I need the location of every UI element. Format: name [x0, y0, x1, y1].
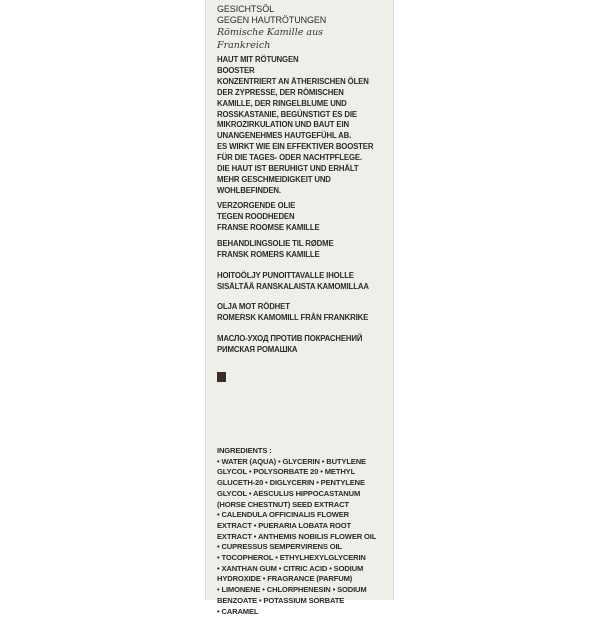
ingredients-line: EXTRACT • PUERARIA LOBATA ROOT — [217, 520, 351, 530]
ingredients-line: GLYCOL • POLYSORBATE 20 • METHYL — [217, 467, 356, 477]
german-line: ES WIRKT WIE EIN EFFEKTIVER BOOSTER — [217, 142, 374, 152]
german-line: UNANGENEHMES HAUTGEFÜHL AB. — [217, 131, 352, 141]
ingredients-line: GLYCOL • AESCULUS HIPPOCASTANUM — [217, 488, 361, 498]
subtitle-script-1: Römische Kamille aus — [217, 27, 324, 38]
german-line: MEHR GESCHMEIDIGKEIT UND — [217, 174, 331, 184]
title-block — [217, 4, 392, 52]
ingredients-line: • CARAMEL — [217, 606, 259, 616]
german-line: KAMILLE, DER RINGELBLUME UND — [217, 98, 347, 108]
product-box-panel — [205, 0, 394, 616]
ingredients-line: • CUPRESSUS SEMPERVIRENS OIL — [217, 542, 342, 552]
ingredients-line: • CALENDULA OFFICINALIS FLOWER — [217, 510, 350, 520]
swedish-description — [217, 302, 392, 324]
russian-line: РИМСКАЯ РОМАШКА — [217, 344, 298, 354]
ingredients-line: HYDROXIDE • FRAGRANCE (PARFUM) — [217, 574, 353, 584]
ingredients-line: (HORSE CHESTNUT) SEED EXTRACT — [217, 499, 349, 509]
ingredients-line: • LIMONENE • CHLORPHENESIN • SODIUM — [217, 585, 367, 595]
ingredients-line: • XANTHAN GUM • CITRIC ACID • SODIUM — [217, 563, 364, 573]
subtitle-script-2: Frankreich — [217, 40, 271, 51]
dutch-description — [217, 201, 392, 234]
danish-description — [217, 239, 392, 261]
german-line: MIKROZIRKULATION UND BAUT EIN — [217, 120, 349, 130]
ingredients-line: GLUCETH-20 • DIGLYCERIN • PENTYLENE — [217, 478, 365, 488]
german-line: DIE HAUT IST BERUHIGT UND ERHÄLT — [217, 164, 359, 174]
finnish-line: SISÄLTÄÄ RANSKALAISTA KAMOMILLAA — [217, 281, 369, 291]
brown-square-marker — [217, 372, 226, 382]
ingredients-line: BENZOATE • POTASSIUM SORBATE — [217, 595, 345, 605]
dutch-line: TEGEN ROODHEDEN — [217, 211, 295, 221]
russian-description — [217, 334, 392, 356]
russian-line: МАСЛО-УХОД ПРОТИВ ПОКРАСНЕНИЙ — [217, 334, 363, 343]
ingredients-list — [217, 446, 392, 617]
dutch-line: VERZORGENDE OLIE — [217, 201, 296, 210]
german-line: ROSSKASTANIE, BEGÜNSTIGT ES DIE — [217, 109, 357, 119]
german-line: FÜR DIE TAGES- ODER NACHTPFLEGE. — [217, 153, 362, 163]
title-line-2: GEGEN HAUTRÖTUNGEN — [217, 15, 327, 25]
ingredients-line: • WATER (AQUA) • GLYCERIN • BUTYLENE — [217, 456, 366, 466]
ingredients-line: • TOCOPHEROL • ETHYLHEXYLGLYCERIN — [217, 553, 366, 563]
german-line: BOOSTER — [217, 65, 255, 75]
dutch-line: FRANSE ROOMSE KAMILLE — [217, 222, 320, 232]
german-line: KONZENTRIERT AN ÄTHERISCHEN ÖLEN — [217, 76, 369, 86]
german-lines — [217, 55, 392, 197]
swedish-line: ROMERSK KAMOMILL FRÅN FRANKRIKE — [217, 312, 369, 322]
german-line: HAUT MIT RÖTUNGEN — [217, 55, 299, 64]
danish-line: BEHANDLINGSOLIE TIL RØDME — [217, 239, 334, 248]
danish-line: FRANSK ROMERS KAMILLE — [217, 249, 320, 259]
german-line: DER ZYPRESSE, DER RÖMISCHEN — [217, 87, 344, 97]
ingredients-line: EXTRACT • ANTHEMIS NOBILIS FLOWER OIL — [217, 531, 377, 541]
ingredients-heading: INGREDIENTS : — [217, 446, 272, 455]
finnish-description — [217, 271, 392, 293]
swedish-line: OLJA MOT RÖDHET — [217, 302, 290, 311]
title-line-1: GESICHTSÖL — [217, 4, 275, 14]
german-line: WOHLBEFINDEN. — [217, 185, 281, 195]
german-description — [217, 55, 392, 197]
finnish-line: HOITOÖLJY PUNOITTAVALLE IHOLLE — [217, 271, 354, 280]
